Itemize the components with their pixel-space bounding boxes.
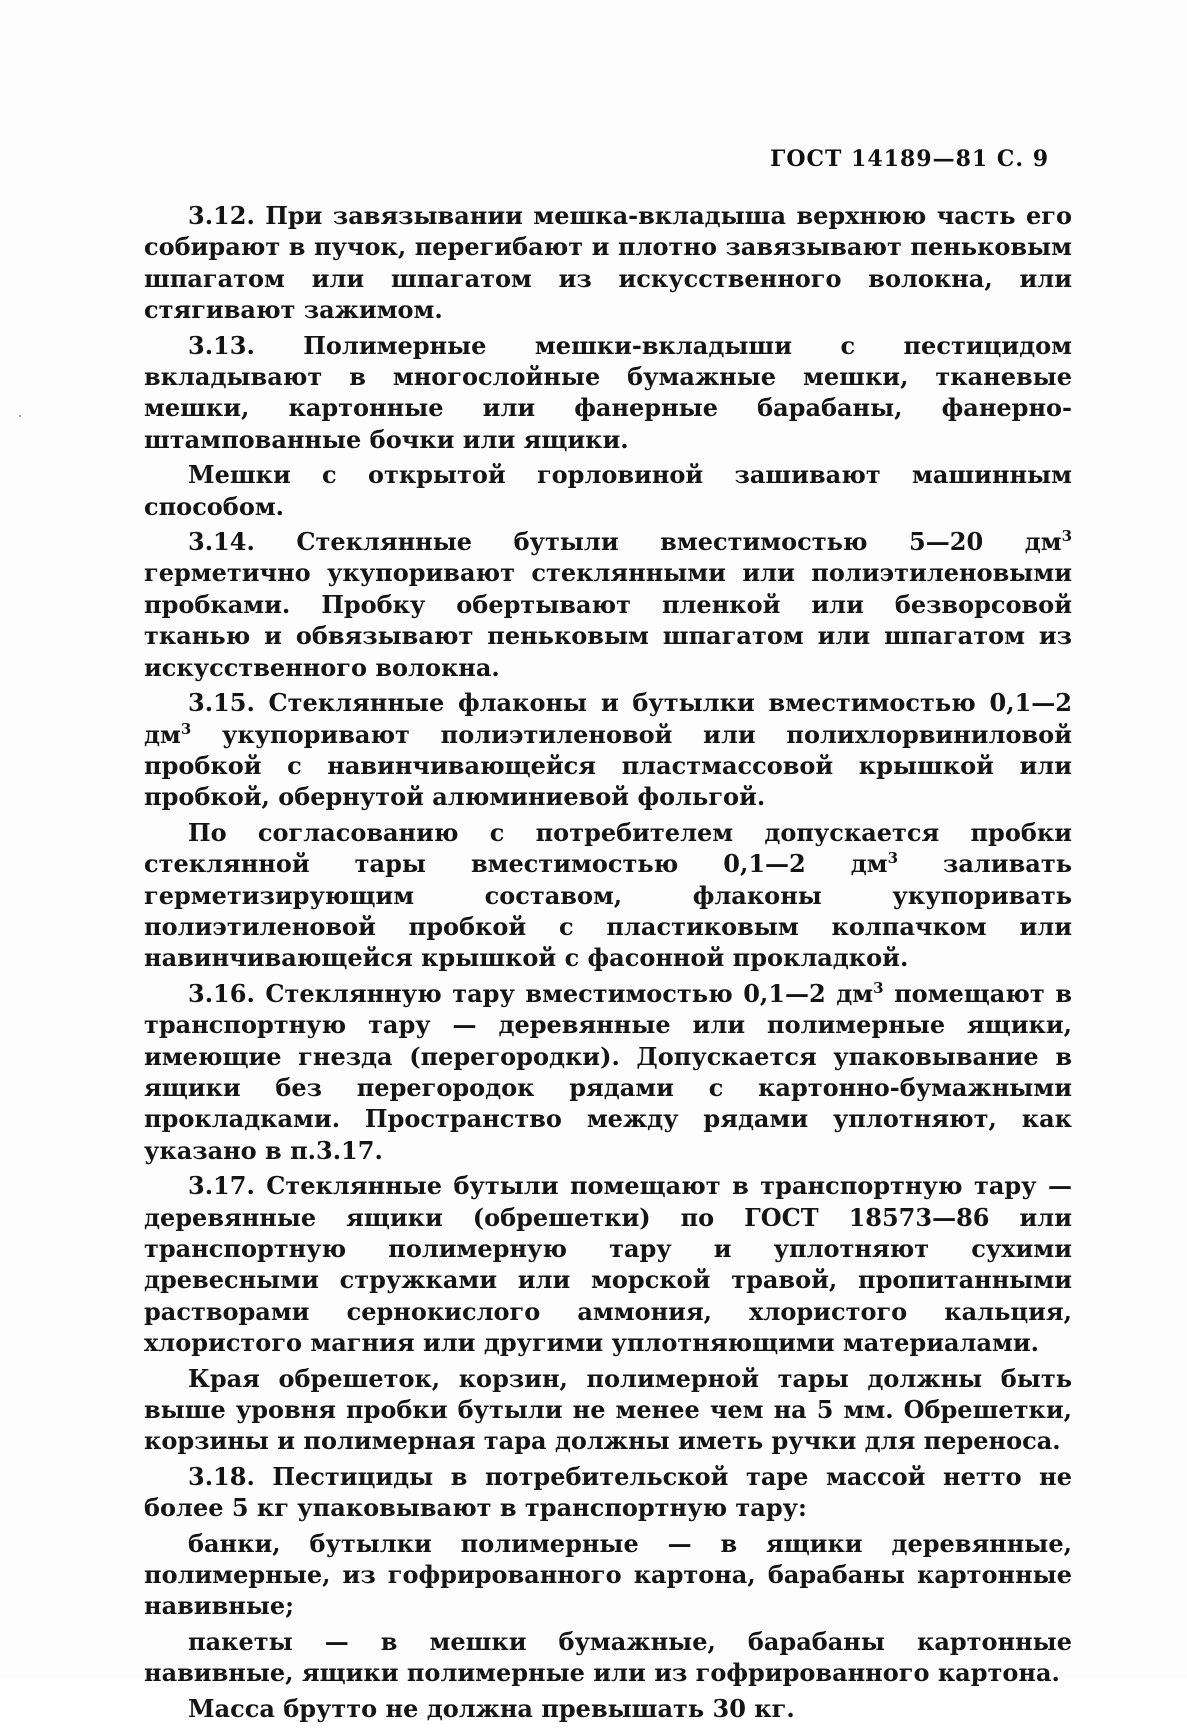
paragraph-3-13-cont: Мешки с открытой горловиной зашивают машинным способом. bbox=[144, 460, 1072, 521]
text-run: 3.15. Стеклянные флаконы и бутылки вместимостью 0,1—2 дм bbox=[144, 688, 1072, 749]
superscript: 3 bbox=[1061, 527, 1072, 546]
text-run: укупоривают полиэтиленовой или полихлорвиниловой пробкой с навинчивающейся пластмассовой крышкой или пробкой, обернутой алюминиевой фольгой. bbox=[144, 719, 1072, 812]
text-run: 3.16. Стеклянную тару вместимостью 0,1—2 дм bbox=[188, 978, 874, 1008]
superscript: 3 bbox=[873, 978, 884, 997]
document-body bbox=[144, 200, 1072, 1728]
paragraph-3-18-cont-3: Масса брутто не должна превышать 30 кг. bbox=[188, 1693, 795, 1723]
paragraph-3-13: 3.13. Полимерные мешки-вкладыши с пестицидом вкладывают в многослойные бумажные мешки, тканевые мешки, картонные или фанерные барабаны, фанерно-штампованные бочки или ящики. bbox=[144, 330, 1072, 454]
text-run: 3.14. Стеклянные бутыли вместимостью 5—20 дм bbox=[188, 527, 1062, 557]
paragraph-3-15-cont bbox=[144, 817, 1072, 974]
page-header: ГОСТ 14189—81 С. 9 bbox=[770, 146, 1049, 172]
paragraph-3-18-cont-2: пакеты — в мешки бумажные, барабаны картонные навивные, ящики полимерные или из гофрированного картона. bbox=[144, 1626, 1072, 1688]
text-run: По согласованию с потребителем допускается пробки стеклянной тары вместимостью 0,1—2 дм bbox=[144, 817, 1072, 879]
text-run: герметично укупоривают стеклянными или полиэтиленовыми пробками. Пробку обертывают пленкой или безворсовой тканью и обвязывают пеньковым шпагатом или шпагатом из искусственного волокна. bbox=[144, 558, 1072, 682]
paragraph-3-16 bbox=[144, 978, 1072, 1166]
paragraph-3-17-cont: Края обрешеток, корзин, полимерной тары должны быть выше уровня пробки бутыли не менее чем на 5 мм. Обрешетки, корзины и полимерная тара должны иметь ручки для переноса. bbox=[144, 1363, 1072, 1456]
text-run: помещают в транспортную тару — деревянные или полимерные ящики, имеющие гнезда (перегородки). Допускается упаковывание в ящики без перегородок рядами с картонно-бумажными прокладками. Пространство между рядами уплотняют, как указано в п.3.17. bbox=[144, 978, 1073, 1165]
paragraph-3-18-cont-1: банки, бутылки полимерные — в ящики деревянные, полимерные, из гофрированного картона, барабаны картонные навивные; bbox=[144, 1528, 1072, 1621]
superscript: 3 bbox=[180, 719, 192, 738]
paragraph-3-14 bbox=[144, 526, 1072, 683]
paragraph-3-18: 3.18. Пестициды в потребительской таре массой нетто не более 5 кг упаковывают в транспортную тару: bbox=[144, 1461, 1072, 1523]
paragraph-3-12: 3.12. При завязывании мешка-вкладыша верхнюю часть его собирают в пучок, перегибают и плотно завязывают пеньковым шпагатом или шпагатом из искусственного волокна, или стягивают зажимом. bbox=[144, 201, 1072, 325]
text-run: заливать герметизирующим составом, флаконы укупоривать полиэтиленовой пробкой с пластиковым колпачком или навинчивающейся крышкой с фасонной прокладкой. bbox=[144, 849, 1072, 973]
paragraph-3-15 bbox=[144, 687, 1072, 813]
scan-speck bbox=[19, 415, 21, 417]
superscript: 3 bbox=[887, 849, 899, 868]
paragraph-3-17: 3.17. Стеклянные бутыли помещают в транспортную тару — деревянные ящики (обрешетки) по ГОСТ 18573—86 или транспортную полимерную тару и уплотняют сухими древесными стружками или морской травой, пропитанными растворами сернокислого аммония, хлористого кальция, хлористого магния или другими уплотняющими материалами. bbox=[144, 1171, 1072, 1358]
